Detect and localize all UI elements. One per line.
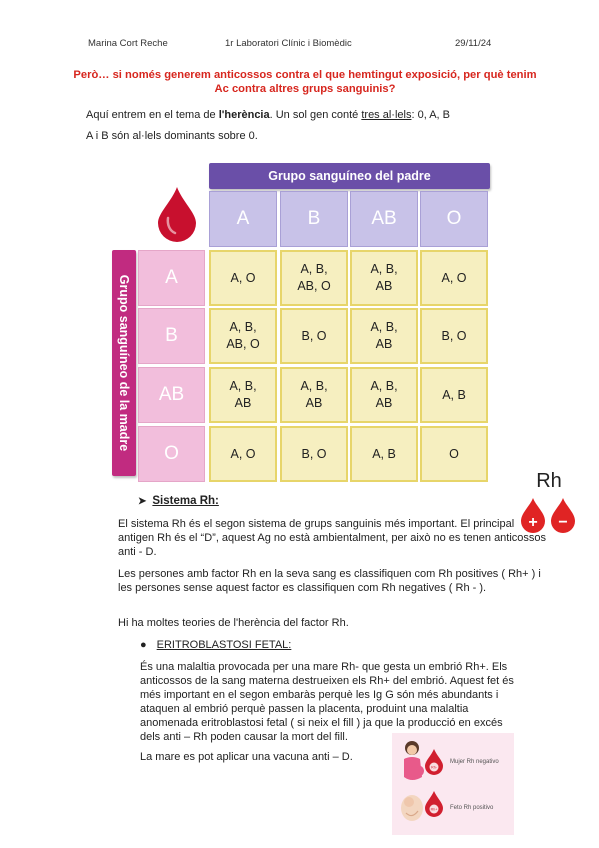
rh-section-title: ➤ Sistema Rh: (138, 495, 219, 507)
bullet-dot-icon: ● (140, 639, 147, 651)
eritroblastosi-paragraph: És una malaltia provocada per una mare Rh- que gesta un embrió Rh+. Els anticossos de la sang materna destrueixen els Rh+ del embrió. Aquest fet és més important en el segon embaràs perquè les Ig G són més abundants i ataquen al embrió perquè passen la placenta, produint una malaltia anomenada eritroblastosi fetal ( si neix el fill ) ja que la producció en excés dels anti – Rh poden causar la mort del fill. (140, 661, 514, 743)
author-name: Marina Cort Reche (88, 38, 168, 49)
mother-group-o: O (138, 426, 205, 482)
offspring-cell: A, B, AB (350, 250, 418, 306)
mother-group-b: B (138, 308, 205, 364)
intro-line-2: A i B són al·lels dominants sobre 0. (86, 130, 258, 142)
rh-paragraph-1: El sistema Rh és el segon sistema de grups sanguinis més important. El principal antigen Rh és el “D”, aquest Ag no està ambientalment, per això no es tenen anticossos anti - D. (118, 518, 547, 558)
course-title: 1r Laboratori Clínic i Biomèdic (225, 38, 352, 49)
rh-paragraph-2: Les persones amb factor Rh en la seva sang es classifiquen com Rh positives ( Rh+ ) i les persones sense aquest factor es classifiquen com Rh negatives ( Rh - ). (118, 568, 541, 594)
rh-logo-text: Rh (536, 470, 562, 492)
offspring-cell: A, B (420, 367, 488, 423)
offspring-cell: A, O (209, 250, 277, 306)
rh-paragraph-3: Hi ha moltes teories de l'herència del factor Rh. (118, 617, 349, 629)
mother-drop-label: Rh- (431, 765, 437, 770)
document-date: 29/11/24 (455, 38, 492, 49)
father-group-o: O (420, 191, 488, 247)
fetus-rh-label: Feto Rh positivo (450, 805, 494, 811)
offspring-cell: A, O (209, 426, 277, 482)
vaccine-paragraph: La mare es pot aplicar una vacuna anti – D. (140, 751, 353, 763)
offspring-cell: B, O (280, 426, 348, 482)
arrow-bullet-icon: ➤ (138, 496, 147, 507)
mother-rh-label: Mujer Rh negativo (450, 759, 499, 765)
eritroblastosi-bullet: ● ERITROBLASTOSI FETAL: (140, 639, 292, 651)
offspring-cell: A, B, AB (209, 367, 277, 423)
father-blood-group-header: Grupo sanguíneo del padre (209, 163, 490, 189)
rh-minus-sign: − (558, 514, 568, 531)
question-heading: Però… si només generem anticossos contra el que hemtingut exposició, per què tenim Ac contra altres grups sanguinis? (73, 69, 537, 95)
fetus-drop-label: Rh+ (430, 807, 438, 812)
offspring-cell: O (420, 426, 488, 482)
mother-group-a: A (138, 250, 205, 306)
offspring-cell: A, B, AB (350, 308, 418, 364)
blood-drop-icon (152, 185, 202, 243)
mother-blood-group-header: Grupo sanguíneo de la madre (112, 250, 136, 476)
offspring-cell: B, O (420, 308, 488, 364)
father-group-a: A (209, 191, 277, 247)
father-group-b: B (280, 191, 348, 247)
offspring-cell: A, B, AB, O (209, 308, 277, 364)
offspring-cell: B, O (280, 308, 348, 364)
offspring-cell: A, B, AB (280, 367, 348, 423)
intro-line-1: Aquí entrem en el tema de l'herència. Un sol gen conté tres al·lels: 0, A, B (86, 109, 450, 121)
father-group-ab: AB (350, 191, 418, 247)
mother-fetus-icon (392, 733, 514, 835)
offspring-cell: A, B, AB (350, 367, 418, 423)
offspring-cell: A, B, AB, O (280, 250, 348, 306)
offspring-cell: A, O (420, 250, 488, 306)
mother-group-ab: AB (138, 367, 205, 423)
rh-pregnancy-illustration (392, 733, 514, 835)
offspring-cell: A, B (350, 426, 418, 482)
rh-plus-sign: + (528, 514, 538, 531)
